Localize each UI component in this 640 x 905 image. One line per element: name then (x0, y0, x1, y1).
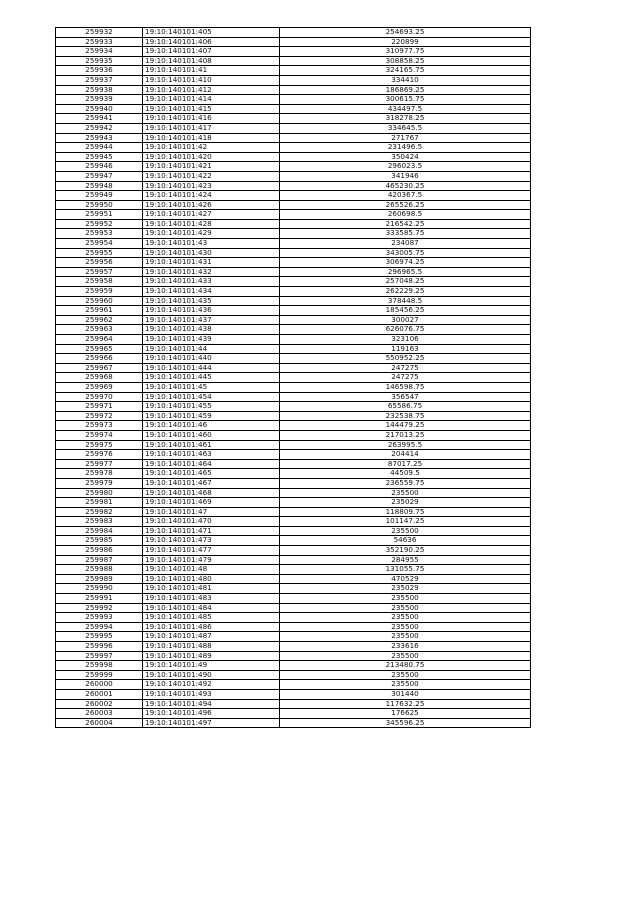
value-cell: 254693.25 (280, 28, 531, 38)
row-id-cell: 259983 (56, 517, 143, 527)
cadastral-number-cell: 19:10:140101:455 (143, 402, 280, 412)
table-row (56, 373, 531, 383)
value-cell: 235500 (280, 488, 531, 498)
cadastral-number-cell: 19:10:140101:431 (143, 258, 280, 268)
cadastral-number-cell: 19:10:140101:489 (143, 651, 280, 661)
row-id-cell: 259934 (56, 47, 143, 57)
table-row (56, 181, 531, 191)
value-cell: 247275 (280, 363, 531, 373)
table-row (56, 315, 531, 325)
value-cell: 217013.25 (280, 430, 531, 440)
table-row (56, 133, 531, 143)
table-row (56, 200, 531, 210)
row-id-cell: 259950 (56, 200, 143, 210)
value-cell: 65586.75 (280, 402, 531, 412)
value-cell: 235500 (280, 651, 531, 661)
row-id-cell: 259955 (56, 248, 143, 258)
value-cell: 465230.25 (280, 181, 531, 191)
cadastral-number-cell: 19:10:140101:417 (143, 123, 280, 133)
row-id-cell: 259957 (56, 267, 143, 277)
value-cell: 247275 (280, 373, 531, 383)
value-cell: 263995.5 (280, 440, 531, 450)
cadastral-number-cell: 19:10:140101:427 (143, 210, 280, 220)
row-id-cell: 259968 (56, 373, 143, 383)
cadastral-number-cell: 19:10:140101:481 (143, 584, 280, 594)
row-id-cell: 259973 (56, 421, 143, 431)
value-cell: 87017.25 (280, 459, 531, 469)
table-row (56, 47, 531, 57)
table-row (56, 526, 531, 536)
table-row (56, 37, 531, 47)
value-cell: 300615.75 (280, 95, 531, 105)
value-cell: 235500 (280, 622, 531, 632)
table-row (56, 287, 531, 297)
value-cell: 323106 (280, 335, 531, 345)
row-id-cell: 259942 (56, 123, 143, 133)
table-row (56, 344, 531, 354)
row-id-cell: 259939 (56, 95, 143, 105)
value-cell: 235500 (280, 603, 531, 613)
row-id-cell: 259941 (56, 114, 143, 124)
cadastral-number-cell: 19:10:140101:42 (143, 143, 280, 153)
value-cell: 296023.5 (280, 162, 531, 172)
table-row (56, 28, 531, 38)
value-cell: 306974.25 (280, 258, 531, 268)
table-row (56, 651, 531, 661)
cadastral-number-cell: 19:10:140101:471 (143, 526, 280, 536)
row-id-cell: 259982 (56, 507, 143, 517)
value-cell: 233616 (280, 642, 531, 652)
value-cell: 356547 (280, 392, 531, 402)
cadastral-number-cell: 19:10:140101:473 (143, 536, 280, 546)
row-id-cell: 259984 (56, 526, 143, 536)
value-cell: 216542.25 (280, 219, 531, 229)
value-cell: 343005.75 (280, 248, 531, 258)
row-id-cell: 259991 (56, 594, 143, 604)
cadastral-number-cell: 19:10:140101:406 (143, 37, 280, 47)
value-cell: 352190.25 (280, 546, 531, 556)
value-cell: 378448.5 (280, 296, 531, 306)
value-cell: 271767 (280, 133, 531, 143)
row-id-cell: 259979 (56, 478, 143, 488)
row-id-cell: 259974 (56, 430, 143, 440)
cadastral-number-cell: 19:10:140101:430 (143, 248, 280, 258)
value-cell: 231496.5 (280, 143, 531, 153)
row-id-cell: 259937 (56, 75, 143, 85)
row-id-cell: 259969 (56, 382, 143, 392)
table-row (56, 325, 531, 335)
value-cell: 262229.25 (280, 287, 531, 297)
cadastral-number-cell: 19:10:140101:464 (143, 459, 280, 469)
cadastral-number-cell: 19:10:140101:477 (143, 546, 280, 556)
cadastral-number-cell: 19:10:140101:426 (143, 200, 280, 210)
table-row (56, 162, 531, 172)
value-cell: 44509.5 (280, 469, 531, 479)
cadastral-number-cell: 19:10:140101:436 (143, 306, 280, 316)
value-cell: 213480.75 (280, 661, 531, 671)
table-row (56, 85, 531, 95)
cadastral-number-cell: 19:10:140101:483 (143, 594, 280, 604)
row-id-cell: 259956 (56, 258, 143, 268)
cadastral-number-cell: 19:10:140101:421 (143, 162, 280, 172)
value-cell: 334645.5 (280, 123, 531, 133)
value-cell: 185456.25 (280, 306, 531, 316)
value-cell: 186869.25 (280, 85, 531, 95)
table-row (56, 363, 531, 373)
table-row (56, 498, 531, 508)
value-cell: 296965.5 (280, 267, 531, 277)
row-id-cell: 259998 (56, 661, 143, 671)
cadastral-number-cell: 19:10:140101:487 (143, 632, 280, 642)
value-cell: 119163 (280, 344, 531, 354)
row-id-cell: 259951 (56, 210, 143, 220)
table-row (56, 143, 531, 153)
table-row (56, 392, 531, 402)
row-id-cell: 260001 (56, 689, 143, 699)
cadastral-number-cell: 19:10:140101:414 (143, 95, 280, 105)
table-row (56, 584, 531, 594)
row-id-cell: 259946 (56, 162, 143, 172)
cadastral-number-cell: 19:10:140101:439 (143, 335, 280, 345)
table-row (56, 152, 531, 162)
cadastral-number-cell: 19:10:140101:429 (143, 229, 280, 239)
value-cell: 318278.25 (280, 114, 531, 124)
row-id-cell: 259992 (56, 603, 143, 613)
value-cell: 235500 (280, 680, 531, 690)
row-id-cell: 259943 (56, 133, 143, 143)
cadastral-number-cell: 19:10:140101:43 (143, 239, 280, 249)
cadastral-number-cell: 19:10:140101:405 (143, 28, 280, 38)
cadastral-number-cell: 19:10:140101:418 (143, 133, 280, 143)
value-cell: 54636 (280, 536, 531, 546)
row-id-cell: 259945 (56, 152, 143, 162)
table-row (56, 699, 531, 709)
table-row (56, 689, 531, 699)
value-cell: 220899 (280, 37, 531, 47)
cadastral-number-cell: 19:10:140101:434 (143, 287, 280, 297)
row-id-cell: 260000 (56, 680, 143, 690)
row-id-cell: 259993 (56, 613, 143, 623)
value-cell: 284955 (280, 555, 531, 565)
row-id-cell: 259966 (56, 354, 143, 364)
cadastral-number-cell: 19:10:140101:435 (143, 296, 280, 306)
cadastral-number-cell: 19:10:140101:490 (143, 670, 280, 680)
value-cell: 234087 (280, 239, 531, 249)
value-cell: 308858.25 (280, 56, 531, 66)
table-row (56, 517, 531, 527)
cadastral-number-cell: 19:10:140101:433 (143, 277, 280, 287)
table-row (56, 603, 531, 613)
table-row (56, 488, 531, 498)
table-row (56, 565, 531, 575)
row-id-cell: 259988 (56, 565, 143, 575)
cadastral-number-cell: 19:10:140101:437 (143, 315, 280, 325)
row-id-cell: 259952 (56, 219, 143, 229)
row-id-cell: 259980 (56, 488, 143, 498)
value-cell: 550952.25 (280, 354, 531, 364)
row-id-cell: 259987 (56, 555, 143, 565)
cadastral-number-cell: 19:10:140101:412 (143, 85, 280, 95)
cadastral-number-cell: 19:10:140101:44 (143, 344, 280, 354)
cadastral-number-cell: 19:10:140101:422 (143, 171, 280, 181)
value-cell: 235500 (280, 632, 531, 642)
row-id-cell: 259981 (56, 498, 143, 508)
cadastral-number-cell: 19:10:140101:467 (143, 478, 280, 488)
row-id-cell: 259964 (56, 335, 143, 345)
table-row (56, 680, 531, 690)
value-cell: 324165.75 (280, 66, 531, 76)
value-cell: 334410 (280, 75, 531, 85)
cadastral-number-cell: 19:10:140101:416 (143, 114, 280, 124)
row-id-cell: 259940 (56, 104, 143, 114)
row-id-cell: 259961 (56, 306, 143, 316)
table-row (56, 709, 531, 719)
table-row (56, 239, 531, 249)
table-row (56, 104, 531, 114)
cadastral-number-cell: 19:10:140101:497 (143, 718, 280, 728)
row-id-cell: 259954 (56, 239, 143, 249)
value-cell: 144479.25 (280, 421, 531, 431)
row-id-cell: 259944 (56, 143, 143, 153)
value-cell: 470529 (280, 574, 531, 584)
row-id-cell: 260002 (56, 699, 143, 709)
row-id-cell: 260003 (56, 709, 143, 719)
row-id-cell: 259996 (56, 642, 143, 652)
row-id-cell: 259958 (56, 277, 143, 287)
row-id-cell: 259986 (56, 546, 143, 556)
cadastral-number-cell: 19:10:140101:41 (143, 66, 280, 76)
value-cell: 345596.25 (280, 718, 531, 728)
value-cell: 101147.25 (280, 517, 531, 527)
row-id-cell: 259995 (56, 632, 143, 642)
row-id-cell: 259936 (56, 66, 143, 76)
value-cell: 176625 (280, 709, 531, 719)
table-row (56, 171, 531, 181)
cadastral-number-cell: 19:10:140101:479 (143, 555, 280, 565)
value-cell: 235029 (280, 584, 531, 594)
cadastral-number-cell: 19:10:140101:49 (143, 661, 280, 671)
cadastral-number-cell: 19:10:140101:488 (143, 642, 280, 652)
value-cell: 235500 (280, 613, 531, 623)
value-cell: 310977.75 (280, 47, 531, 57)
value-cell: 146598.75 (280, 382, 531, 392)
row-id-cell: 259947 (56, 171, 143, 181)
cadastral-number-cell: 19:10:140101:438 (143, 325, 280, 335)
table-row (56, 718, 531, 728)
row-id-cell: 259985 (56, 536, 143, 546)
row-id-cell: 259978 (56, 469, 143, 479)
value-cell: 301440 (280, 689, 531, 699)
row-id-cell: 259960 (56, 296, 143, 306)
table-row (56, 210, 531, 220)
cadastral-number-cell: 19:10:140101:468 (143, 488, 280, 498)
cadastral-number-cell: 19:10:140101:470 (143, 517, 280, 527)
value-cell: 236559.75 (280, 478, 531, 488)
cadastral-number-cell: 19:10:140101:420 (143, 152, 280, 162)
cadastral-number-cell: 19:10:140101:469 (143, 498, 280, 508)
cadastral-number-cell: 19:10:140101:463 (143, 450, 280, 460)
value-cell: 626076.75 (280, 325, 531, 335)
cadastral-number-cell: 19:10:140101:454 (143, 392, 280, 402)
cadastral-number-cell: 19:10:140101:428 (143, 219, 280, 229)
row-id-cell: 259965 (56, 344, 143, 354)
cadastral-number-cell: 19:10:140101:415 (143, 104, 280, 114)
cadastral-number-cell: 19:10:140101:493 (143, 689, 280, 699)
cadastral-number-cell: 19:10:140101:445 (143, 373, 280, 383)
row-id-cell: 259949 (56, 191, 143, 201)
value-cell: 235500 (280, 526, 531, 536)
table-row (56, 267, 531, 277)
table-row (56, 546, 531, 556)
table-row (56, 450, 531, 460)
cadastral-number-cell: 19:10:140101:408 (143, 56, 280, 66)
value-cell: 265526.25 (280, 200, 531, 210)
table-row (56, 469, 531, 479)
row-id-cell: 259967 (56, 363, 143, 373)
table-row (56, 459, 531, 469)
table-row (56, 402, 531, 412)
table-row (56, 335, 531, 345)
value-cell: 434497.5 (280, 104, 531, 114)
table-row (56, 191, 531, 201)
cadastral-number-cell: 19:10:140101:46 (143, 421, 280, 431)
cadastral-number-cell: 19:10:140101:465 (143, 469, 280, 479)
table-row (56, 229, 531, 239)
value-cell: 232538.75 (280, 411, 531, 421)
table-row (56, 661, 531, 671)
table-row (56, 114, 531, 124)
row-id-cell: 259989 (56, 574, 143, 584)
value-cell: 204414 (280, 450, 531, 460)
cadastral-number-cell: 19:10:140101:484 (143, 603, 280, 613)
value-cell: 235029 (280, 498, 531, 508)
row-id-cell: 259977 (56, 459, 143, 469)
row-id-cell: 259975 (56, 440, 143, 450)
table-row (56, 296, 531, 306)
table-row (56, 622, 531, 632)
table-row (56, 594, 531, 604)
row-id-cell: 260004 (56, 718, 143, 728)
table-row (56, 411, 531, 421)
table-row (56, 277, 531, 287)
table-row (56, 75, 531, 85)
row-id-cell: 259935 (56, 56, 143, 66)
table-body (56, 28, 531, 728)
row-id-cell: 259976 (56, 450, 143, 460)
cadastral-number-cell: 19:10:140101:492 (143, 680, 280, 690)
cadastral-number-cell: 19:10:140101:407 (143, 47, 280, 57)
table-row (56, 306, 531, 316)
cadastral-number-cell: 19:10:140101:432 (143, 267, 280, 277)
table-row (56, 382, 531, 392)
table-row (56, 219, 531, 229)
table-row (56, 440, 531, 450)
value-cell: 131055.75 (280, 565, 531, 575)
row-id-cell: 259972 (56, 411, 143, 421)
row-id-cell: 259959 (56, 287, 143, 297)
value-cell: 235500 (280, 670, 531, 680)
value-cell: 341946 (280, 171, 531, 181)
value-cell: 235500 (280, 594, 531, 604)
table-row (56, 354, 531, 364)
row-id-cell: 259953 (56, 229, 143, 239)
value-cell: 118809.75 (280, 507, 531, 517)
value-cell: 117632.25 (280, 699, 531, 709)
cadastral-number-cell: 19:10:140101:410 (143, 75, 280, 85)
cadastral-number-cell: 19:10:140101:459 (143, 411, 280, 421)
row-id-cell: 259971 (56, 402, 143, 412)
value-cell: 350424 (280, 152, 531, 162)
table-row (56, 248, 531, 258)
table-row (56, 632, 531, 642)
row-id-cell: 259932 (56, 28, 143, 38)
cadastral-number-cell: 19:10:140101:486 (143, 622, 280, 632)
row-id-cell: 259938 (56, 85, 143, 95)
table-row (56, 555, 531, 565)
cadastral-number-cell: 19:10:140101:496 (143, 709, 280, 719)
row-id-cell: 259963 (56, 325, 143, 335)
cadastral-number-cell: 19:10:140101:485 (143, 613, 280, 623)
row-id-cell: 259990 (56, 584, 143, 594)
cadastral-number-cell: 19:10:140101:480 (143, 574, 280, 584)
cadastral-number-cell: 19:10:140101:48 (143, 565, 280, 575)
cadastral-number-cell: 19:10:140101:45 (143, 382, 280, 392)
table-row (56, 536, 531, 546)
row-id-cell: 259970 (56, 392, 143, 402)
value-cell: 260698.5 (280, 210, 531, 220)
table-row (56, 507, 531, 517)
cadastral-number-cell: 19:10:140101:423 (143, 181, 280, 191)
table-row (56, 56, 531, 66)
cadastral-number-cell: 19:10:140101:494 (143, 699, 280, 709)
table-row (56, 258, 531, 268)
cadastral-number-cell: 19:10:140101:444 (143, 363, 280, 373)
cadastral-number-cell: 19:10:140101:424 (143, 191, 280, 201)
table-row (56, 642, 531, 652)
table-row (56, 66, 531, 76)
table-row (56, 574, 531, 584)
table-row (56, 95, 531, 105)
cadastral-number-cell: 19:10:140101:47 (143, 507, 280, 517)
value-cell: 420367.5 (280, 191, 531, 201)
value-cell: 257048.25 (280, 277, 531, 287)
table-row (56, 430, 531, 440)
value-cell: 300027 (280, 315, 531, 325)
row-id-cell: 259962 (56, 315, 143, 325)
row-id-cell: 259994 (56, 622, 143, 632)
data-table (55, 27, 531, 728)
table-row (56, 421, 531, 431)
table-row (56, 613, 531, 623)
row-id-cell: 259997 (56, 651, 143, 661)
table-row (56, 123, 531, 133)
cadastral-number-cell: 19:10:140101:460 (143, 430, 280, 440)
cadastral-number-cell: 19:10:140101:440 (143, 354, 280, 364)
row-id-cell: 259933 (56, 37, 143, 47)
table-row (56, 478, 531, 488)
row-id-cell: 259999 (56, 670, 143, 680)
table-row (56, 670, 531, 680)
row-id-cell: 259948 (56, 181, 143, 191)
value-cell: 333585.75 (280, 229, 531, 239)
cadastral-number-cell: 19:10:140101:461 (143, 440, 280, 450)
